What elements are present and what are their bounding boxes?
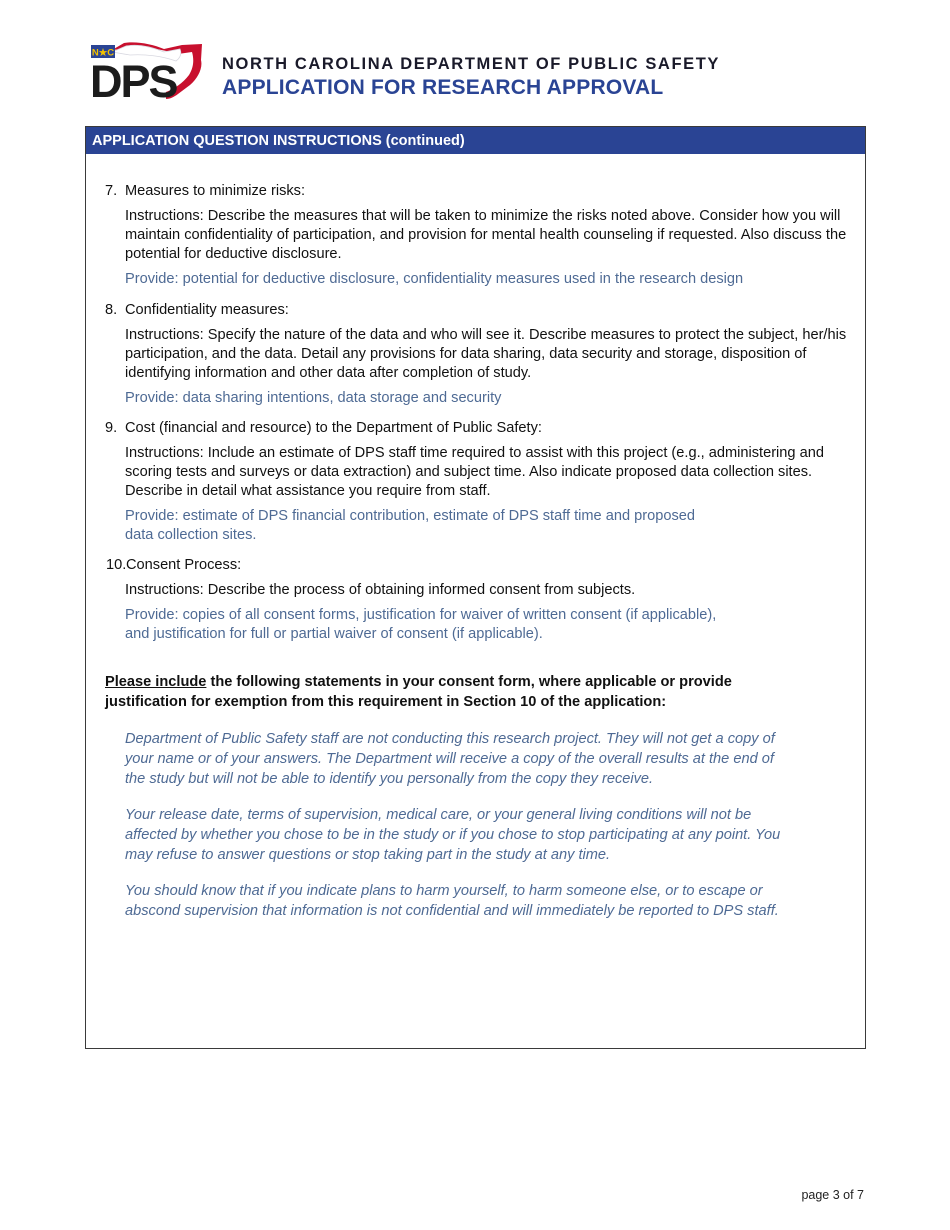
department-name: NORTH CAROLINA DEPARTMENT OF PUBLIC SAFETY <box>222 55 721 73</box>
consent-statement: You should know that if you indicate plans to harm yourself, to harm someone else, or to escape or abscond supervision that information is not confidential and will immediately be reported to DPS staff. <box>125 883 779 919</box>
provide-line-1: Provide: estimate of DPS financial contribution, estimate of DPS staff time and proposed <box>125 508 695 524</box>
question-title: Consent Process: <box>126 557 242 573</box>
panel-body <box>86 154 865 921</box>
consent-statement: Department of Public Safety staff are not conducting this research project. They will not get a copy of your name or of your answers. The Department will receive a copy of the overall results at the end of the study but will not be able to identify you personally from the copy they receive. <box>125 731 775 787</box>
page-number: page 3 of 7 <box>801 1188 864 1202</box>
question-instructions: Instructions: Describe the measures that will be taken to minimize the risks noted above. Consider how you will maintain confidentiality of participation, and provision for mental health counseling if requested. Also discuss the potential for deductive disclosure. <box>125 208 847 262</box>
provide-line-1: Provide: copies of all consent forms, justification for waiver of written consent (if applicable), <box>125 607 717 623</box>
question-provide: Provide: data sharing intentions, data storage and security <box>125 389 502 406</box>
question-instructions: Instructions: Include an estimate of DPS staff time required to assist with this project (e.g., administering and scoring tests and surveys or data extraction) and subject time. Also indicate proposed data collection sites. Describe in detail what assistance you require from staff. <box>125 445 824 499</box>
question-number: 8. <box>105 301 118 318</box>
question-provide <box>125 606 865 643</box>
dps-shield-icon <box>90 42 205 100</box>
question-title: Cost (financial and resource) to the Department of Public Safety: <box>125 420 542 436</box>
svg-text:N★C: N★C <box>91 47 115 59</box>
question-instructions: Instructions: Specify the nature of the data and who will see it. Describe measures to protect the subject, her/his participation, and the data. Detail any provisions for data sharing, data security and storage, disposition of identifying information and other data after completion of study. <box>125 326 847 381</box>
question-7 <box>105 182 865 289</box>
provide-line-2: and justification for full or partial waiver of consent (if applicable). <box>125 625 543 642</box>
provide-line-2: data collection sites. <box>125 526 257 543</box>
notice-text: the following statements in your consent form, where applicable or provide justification for exemption from this requirement in Section 10 of the application: <box>105 674 732 710</box>
question-title: Measures to minimize risks: <box>125 183 306 199</box>
question-title: Confidentiality measures: <box>125 301 289 318</box>
question-number: 7. <box>105 183 118 199</box>
question-number: 9. <box>105 420 118 436</box>
svg-text:DPS: DPS <box>90 56 177 100</box>
dps-logo <box>90 42 205 100</box>
notice-emphasis: Please include <box>105 674 207 690</box>
question-instructions: Instructions: Describe the process of obtaining informed consent from subjects. <box>125 582 636 598</box>
question-9 <box>105 419 865 544</box>
panel-header: APPLICATION QUESTION INSTRUCTIONS (continued) <box>86 127 865 154</box>
instructions-panel <box>85 126 866 1049</box>
form-title: APPLICATION FOR RESEARCH APPROVAL <box>222 76 664 99</box>
consent-statement: Your release date, terms of supervision, medical care, or your general living conditions will not be affected by whether you chose to be in the study or if you chose to stop participating at any point. You may refuse to answer questions or stop taking part in the study at any time. <box>125 807 781 863</box>
question-10 <box>105 556 865 643</box>
consent-notice <box>105 672 805 712</box>
question-provide: Provide: potential for deductive disclosure, confidentiality measures used in the research design <box>125 271 744 287</box>
question-8 <box>105 301 865 408</box>
question-provide <box>125 507 865 544</box>
question-number: 10. <box>106 557 127 573</box>
